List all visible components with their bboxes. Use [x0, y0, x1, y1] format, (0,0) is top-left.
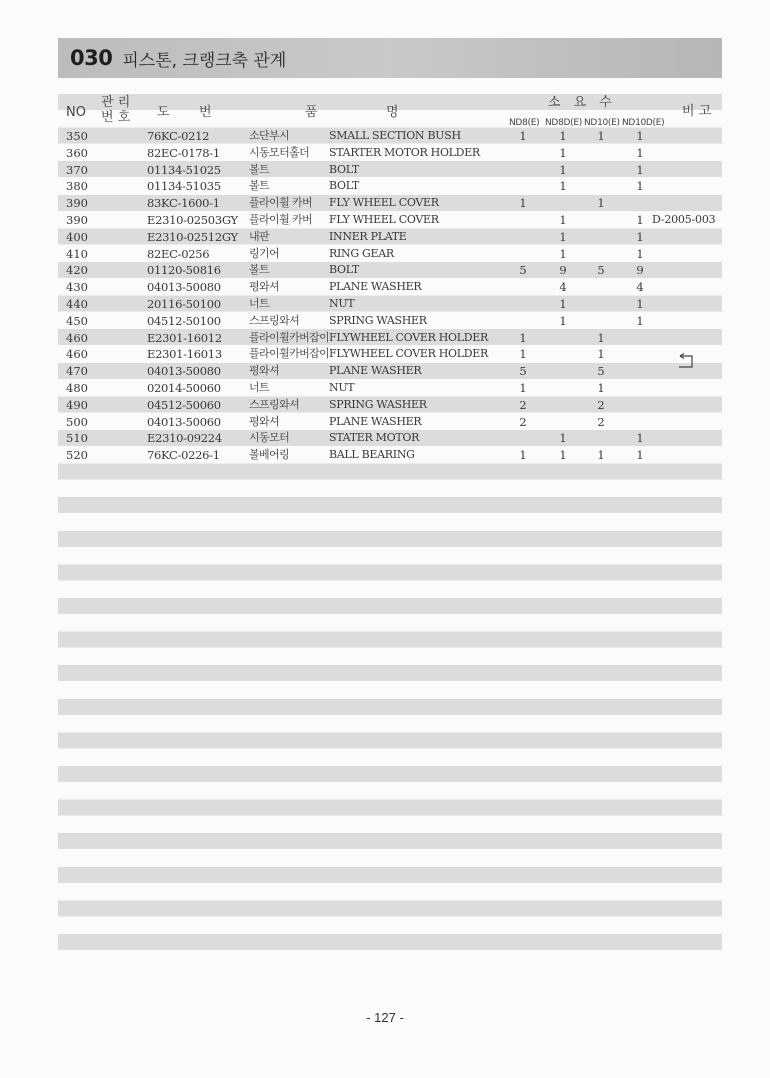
- table-row: [0, 229, 770, 246]
- header-model-nd10: ND10(E): [584, 118, 620, 128]
- cell-no: 390: [66, 196, 88, 211]
- cell-part-number: 76KC-0226-1: [147, 448, 220, 463]
- cell-no: 370: [66, 162, 88, 177]
- cell-part-number: 82EC-0178-1: [147, 145, 220, 160]
- cell-qty-nd8: 1: [519, 129, 527, 143]
- cell-qty-nd8: 1: [519, 380, 527, 395]
- cell-korean-name: 플라이휠 카버: [249, 212, 313, 226]
- cell-english-name: PLANE WASHER: [329, 414, 422, 428]
- cell-qty-nd10d: 1: [636, 296, 644, 311]
- table-row: [0, 145, 770, 162]
- cell-qty-nd10d: 4: [636, 280, 644, 295]
- cell-no: 430: [66, 280, 88, 295]
- cell-no: 480: [66, 380, 88, 395]
- cell-part-number: E2310-02503GY: [147, 212, 238, 227]
- cell-korean-name: 소단부시: [249, 129, 290, 142]
- cell-part-number: E2310-02512GY: [147, 229, 238, 244]
- cell-english-name: NUT: [329, 296, 355, 310]
- cell-english-name: FLYWHEEL COVER HOLDER: [329, 330, 488, 344]
- cell-qty-nd10d: 1: [636, 145, 644, 160]
- cell-english-name: SPRING WASHER: [329, 397, 427, 411]
- header-do: 도: [157, 105, 170, 120]
- table-row: [0, 195, 770, 212]
- cell-english-name: BOLT: [329, 179, 359, 193]
- cell-english-name: RING GEAR: [329, 246, 394, 260]
- cell-qty-nd10: 1: [597, 330, 605, 345]
- cell-english-name: SMALL SECTION BUSH: [329, 129, 461, 142]
- cell-english-name: BALL BEARING: [329, 448, 415, 462]
- cell-qty-nd10d: 1: [636, 448, 644, 463]
- cell-english-name: FLY WHEEL COVER: [329, 196, 439, 210]
- cell-qty-nd8d: 1: [559, 212, 567, 227]
- cell-qty-nd10: 5: [597, 364, 605, 379]
- cell-korean-name: 플라이휠카버잡이: [249, 347, 330, 361]
- cell-english-name: PLANE WASHER: [329, 280, 422, 294]
- header-myeong: 명: [386, 105, 399, 120]
- cell-korean-name: 평와셔: [249, 414, 280, 428]
- cell-qty-nd10d: 1: [636, 229, 644, 244]
- cell-qty-nd8: 1: [519, 330, 527, 345]
- cell-qty-nd8d: 1: [559, 431, 567, 446]
- cell-qty-nd8d: 1: [559, 179, 567, 194]
- section-number: 030: [70, 46, 113, 70]
- cell-part-number: E2310-09224: [147, 431, 222, 446]
- arrow-bracket-icon: [676, 352, 698, 370]
- table-row: [0, 397, 770, 414]
- cell-qty-nd8d: 1: [559, 229, 567, 244]
- cell-english-name: BOLT: [329, 263, 359, 277]
- cell-no: 360: [66, 145, 88, 160]
- cell-qty-nd8: 5: [519, 364, 527, 379]
- header-mgmt-line1: 관 리: [101, 95, 131, 110]
- cell-qty-nd8d: 1: [559, 246, 567, 261]
- cell-part-number: 01120-50816: [147, 263, 221, 278]
- cell-part-number: 04013-50080: [147, 280, 221, 295]
- cell-english-name: FLYWHEEL COVER HOLDER: [329, 347, 488, 361]
- cell-qty-nd8: 1: [519, 196, 527, 211]
- cell-qty-nd10: 1: [597, 129, 605, 143]
- table-row: [0, 313, 770, 330]
- cell-qty-nd8: 5: [519, 263, 527, 278]
- cell-no: 400: [66, 229, 88, 244]
- cell-qty-nd10: 1: [597, 196, 605, 211]
- cell-qty-nd10d: 1: [636, 431, 644, 446]
- table-row: [0, 279, 770, 296]
- cell-qty-nd8d: 1: [559, 313, 567, 328]
- header-model-nd10d: ND10D(E): [622, 118, 665, 128]
- cell-qty-nd8d: 1: [559, 296, 567, 311]
- cell-korean-name: 볼트: [249, 179, 270, 193]
- cell-korean-name: 볼트: [249, 263, 270, 277]
- header-mgmt-line2: 번 호: [101, 110, 131, 125]
- table-row: [0, 296, 770, 313]
- cell-korean-name: 평와셔: [249, 364, 280, 378]
- cell-qty-nd10d: 1: [636, 129, 644, 143]
- header-model-nd8d: ND8D(E): [545, 118, 582, 128]
- cell-no: 520: [66, 448, 88, 463]
- header-beon: 번: [199, 105, 212, 120]
- cell-part-number: 04013-50080: [147, 364, 221, 379]
- cell-korean-name: 링기어: [249, 246, 280, 260]
- cell-qty-nd10d: 1: [636, 212, 644, 227]
- table-header: [0, 94, 770, 130]
- cell-qty-nd8: 2: [519, 397, 527, 412]
- cell-english-name: INNER PLATE: [329, 229, 407, 243]
- cell-part-number: 82EC-0256: [147, 246, 210, 261]
- table-row: [0, 178, 770, 195]
- cell-part-number: E2301-16013: [147, 347, 222, 362]
- table-row: [0, 414, 770, 431]
- table-row: [0, 430, 770, 447]
- cell-qty-nd10: 2: [597, 397, 605, 412]
- cell-qty-nd10d: 1: [636, 162, 644, 177]
- cell-qty-nd8d: 1: [559, 145, 567, 160]
- cell-no: 510: [66, 431, 88, 446]
- table-row: [0, 212, 770, 229]
- table-row: [0, 246, 770, 263]
- cell-qty-nd8: 2: [519, 414, 527, 429]
- cell-english-name: STATER MOTOR: [329, 431, 420, 445]
- cell-qty-nd8: 1: [519, 347, 527, 362]
- cell-korean-name: 플라이휠카버잡이: [249, 330, 330, 344]
- cell-qty-nd10d: 1: [636, 246, 644, 261]
- cell-no: 420: [66, 263, 88, 278]
- cell-part-number: 83KC-1600-1: [147, 196, 220, 211]
- cell-qty-nd10d: 1: [636, 313, 644, 328]
- cell-korean-name: 너트: [249, 380, 270, 394]
- cell-part-number: 01134-51025: [147, 162, 221, 177]
- table-row: [0, 346, 770, 363]
- cell-qty-nd10: 1: [597, 347, 605, 362]
- cell-qty-nd10: 5: [597, 263, 605, 278]
- cell-part-number: 04512-50100: [147, 313, 221, 328]
- cell-qty-nd8d: 9: [559, 263, 567, 278]
- header-pum: 품: [305, 105, 318, 120]
- cell-english-name: PLANE WASHER: [329, 364, 422, 378]
- cell-no: 460: [66, 330, 88, 345]
- cell-remark: D-2005-003: [652, 212, 716, 226]
- table-row: [0, 447, 770, 464]
- cell-no: 440: [66, 296, 88, 311]
- cell-korean-name: 시동모터: [249, 431, 290, 445]
- cell-qty-nd8d: 1: [559, 162, 567, 177]
- cell-korean-name: 스프링와셔: [249, 397, 300, 411]
- cell-korean-name: 내판: [249, 229, 270, 243]
- cell-no: 490: [66, 397, 88, 412]
- cell-qty-nd8: 1: [519, 448, 527, 463]
- cell-qty-nd8d: 1: [559, 448, 567, 463]
- table-row: [0, 380, 770, 397]
- cell-korean-name: 볼베어링: [249, 448, 290, 462]
- cell-no: 380: [66, 179, 88, 194]
- parts-table-body: [0, 128, 770, 464]
- page-number: - 127 -: [366, 1010, 404, 1025]
- cell-qty-nd10d: 9: [636, 263, 644, 278]
- table-row: [0, 162, 770, 179]
- cell-korean-name: 너트: [249, 296, 270, 310]
- cell-korean-name: 볼트: [249, 162, 270, 176]
- cell-no: 500: [66, 414, 88, 429]
- cell-part-number: 20116-50100: [147, 296, 221, 311]
- header-quantity: 소 요 수: [548, 95, 612, 110]
- cell-part-number: 02014-50060: [147, 380, 221, 395]
- table-row: [0, 330, 770, 347]
- cell-no: 450: [66, 313, 88, 328]
- cell-no: 460: [66, 347, 88, 362]
- section-header: [58, 38, 722, 78]
- header-model-nd8: ND8(E): [509, 118, 540, 128]
- header-remarks: 비 고: [682, 104, 712, 119]
- cell-no: 390: [66, 212, 88, 227]
- table-row: [0, 128, 770, 145]
- cell-korean-name: 평와셔: [249, 280, 280, 294]
- cell-english-name: FLY WHEEL COVER: [329, 212, 439, 226]
- cell-no: 350: [66, 129, 88, 143]
- cell-english-name: BOLT: [329, 162, 359, 176]
- cell-korean-name: 스프링와셔: [249, 313, 300, 327]
- cell-qty-nd8d: 1: [559, 129, 567, 143]
- cell-korean-name: 시동모터홀더: [249, 145, 310, 159]
- cell-qty-nd10: 1: [597, 380, 605, 395]
- cell-part-number: E2301-16012: [147, 330, 222, 345]
- cell-no: 470: [66, 364, 88, 379]
- section-title: 피스톤, 크랭크축 관계: [122, 50, 287, 71]
- header-no: NO: [66, 105, 86, 120]
- cell-english-name: STARTER MOTOR HOLDER: [329, 145, 480, 159]
- cell-english-name: SPRING WASHER: [329, 313, 427, 327]
- table-row: [0, 363, 770, 380]
- cell-qty-nd10: 1: [597, 448, 605, 463]
- cell-part-number: 01134-51035: [147, 179, 221, 194]
- cell-qty-nd8d: 4: [559, 280, 567, 295]
- cell-part-number: 76KC-0212: [147, 129, 210, 143]
- table-row: [0, 262, 770, 279]
- cell-english-name: NUT: [329, 380, 355, 394]
- cell-qty-nd10: 2: [597, 414, 605, 429]
- cell-korean-name: 플라이휠 카버: [249, 196, 313, 210]
- cell-qty-nd10d: 1: [636, 179, 644, 194]
- cell-part-number: 04013-50060: [147, 414, 221, 429]
- cell-part-number: 04512-50060: [147, 397, 221, 412]
- cell-no: 410: [66, 246, 88, 261]
